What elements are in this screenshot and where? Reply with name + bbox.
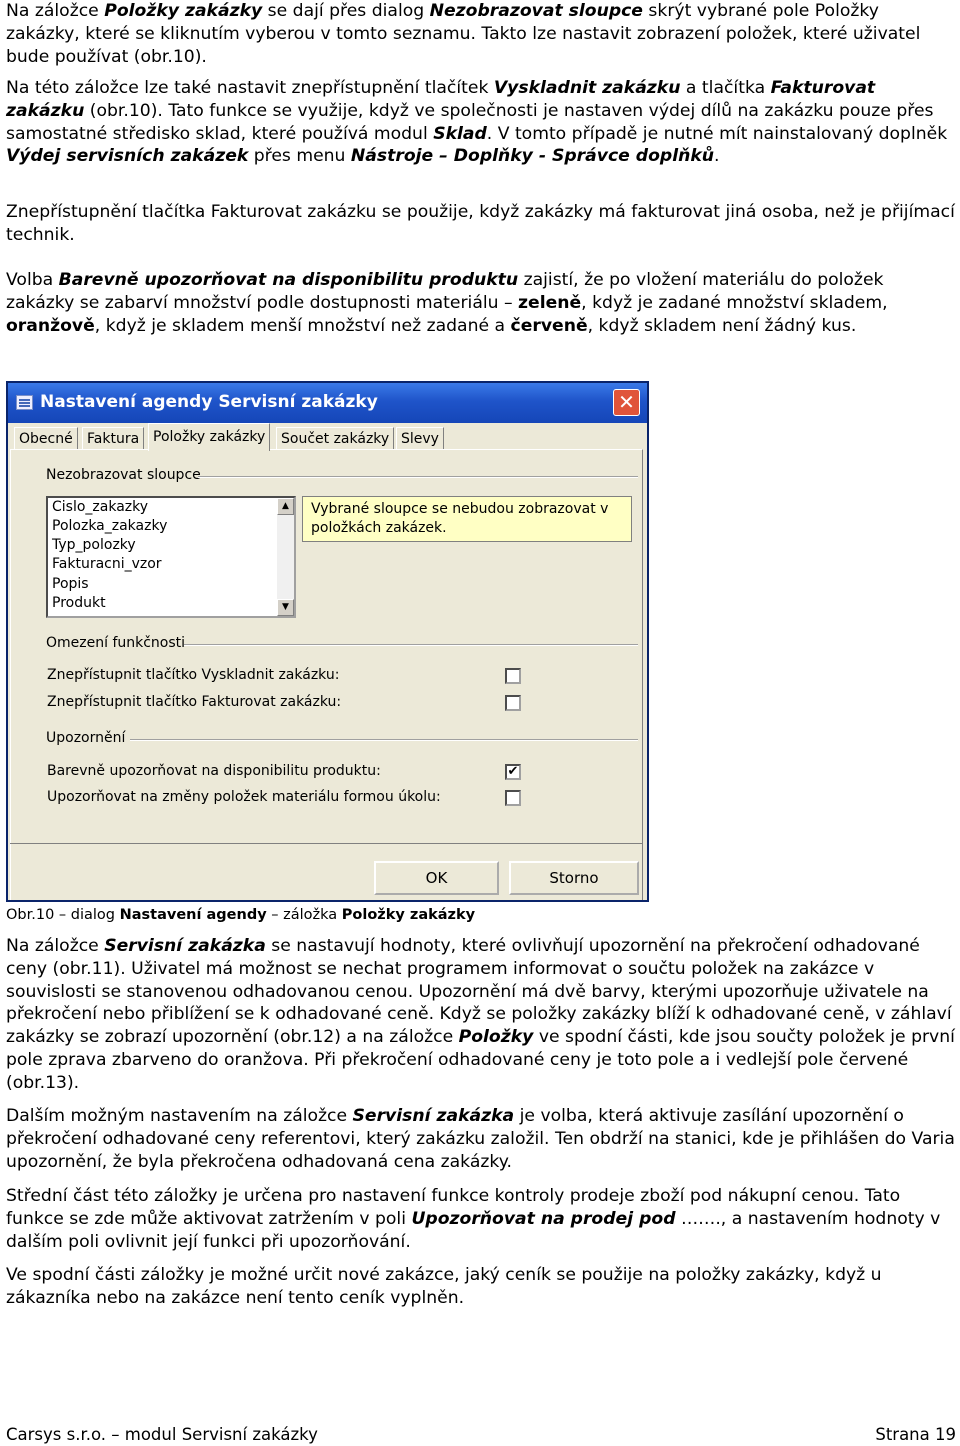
- emphasis-sklad: Sklad: [433, 123, 487, 144]
- cancel-button[interactable]: Storno: [509, 861, 639, 895]
- tab-obecne[interactable]: Obecné: [14, 427, 78, 449]
- app-icon: [16, 395, 33, 410]
- text-run: a tlačítka: [680, 78, 771, 98]
- text-run: se dají přes dialog: [262, 1, 430, 21]
- text-run: , když je zadané množství skladem,: [581, 292, 888, 313]
- list-item[interactable]: Fakturacni_vzor: [52, 556, 162, 572]
- text-run: zajistí, že po vložení materiálu do položek zakázky se zabarví množství podle dostupnosti materiálu –: [6, 270, 884, 313]
- checkbox-fakturovat[interactable]: [505, 695, 521, 711]
- list-item[interactable]: Cislo_zakazky: [52, 499, 149, 515]
- text-run: se nastavují hodnoty, které ovlivňují upozornění na překročení odhadované ceny (obr.11). Uživatel má možnost se nechat programem informovat o součtu položek na zakázce v souvislosti se stanovenou odhadovanou cenou. Upozornění má dvě barvy, kterými upozorňuje uživatele na překročení nebo přiblížení se k odhadované ceně. Když se položky zakázky blíží k odhadované ceně, v záhlaví zakázky se zobrazí upozornění (obr.12) a na záložce: [6, 936, 952, 1048]
- tab-soucet-zakazky[interactable]: Součet zakázky: [276, 427, 394, 449]
- dialog-titlebar: [8, 383, 647, 423]
- checkbox-vyskladnit[interactable]: [505, 668, 521, 684]
- divider: [198, 476, 638, 478]
- paragraph-cenik: Ve spodní části záložky je možné určit nové zakázce, jaký ceník se použije na položky zakázky, když u zákazníka nebo na zakázce není tento ceník vyplněn.: [6, 1265, 882, 1308]
- divider: [184, 644, 638, 646]
- list-item[interactable]: Produkt: [52, 595, 106, 611]
- group-omezeni-funkcnosti: Omezení funkčnosti: [46, 635, 186, 651]
- emphasis-servisni-zakazka: Servisní zakázka: [104, 936, 266, 956]
- close-icon[interactable]: ✕: [613, 389, 640, 416]
- ok-button[interactable]: OK: [374, 861, 499, 895]
- paragraph-fakturovat: Znepřístupnění tlačítka Fakturovat zakázku se použije, když zakázky má fakturovat jiná osoba, než je přijímací technik.: [6, 202, 955, 245]
- emphasis-zelene: zeleně: [518, 292, 582, 313]
- emphasis-polozky-zakazky: Položky zakázky: [104, 1, 263, 21]
- text-run: .: [713, 146, 720, 167]
- paragraph-zasilani-upozorneni: [6, 1105, 956, 1173]
- info-note: Vybrané sloupce se nebudou zobrazovat v položkách zakázek.: [302, 496, 632, 542]
- emphasis-nastroje: Nástroje – Doplňky - Správce doplňků: [350, 146, 714, 167]
- dialog-title: Nastavení agendy Servisní zakázky: [40, 392, 378, 412]
- emphasis-vyskladnit: Vyskladnit zakázku: [493, 78, 681, 98]
- text-run: Dalším možným nastavením na záložce: [6, 1106, 353, 1126]
- list-item[interactable]: Popis: [52, 576, 89, 592]
- emphasis-oranzove: oranžově: [6, 315, 95, 336]
- scrollbar[interactable]: [277, 498, 294, 616]
- text-run: přes menu: [248, 146, 351, 167]
- emphasis-polozky: Položky: [458, 1027, 534, 1048]
- caption-emphasis: Položky zakázky: [341, 907, 476, 923]
- label-vyskladnit: Znepřístupnit tlačítko Vyskladnit zakázku:: [47, 667, 340, 683]
- label-zmeny: Upozorňovat na změny položek materiálu formou úkolu:: [47, 789, 441, 805]
- emphasis-barevne: Barevně upozorňovat na disponibilitu produktu: [58, 270, 519, 290]
- text-run: , když skladem není žádný kus.: [587, 315, 857, 336]
- divider: [130, 739, 638, 741]
- text-run: Na této záložce lze také nastavit znepřístupnění tlačítek: [6, 78, 494, 98]
- paragraph-servisni-zakazka: [6, 935, 956, 1095]
- paragraph-polozky-zakazky: [6, 0, 956, 68]
- list-item[interactable]: Typ_polozky: [52, 537, 136, 553]
- text-run: skrýt vybrané pole Položky zakázky, které se kliknutím vyberou v tomto seznamu. Takto lze nastavit zobrazení položek, které uživatel bude používat (obr.10).: [6, 1, 921, 67]
- text-run: (obr.10). Tato funkce se využije, když ve společnosti je nastaven výdej dílů na zakázku pouze přes samostatné středisko sklad, které používá modul: [6, 100, 934, 144]
- text-run: ……., a nastavením hodnoty v dalším poli ovlivnit její funkci při upozorňování.: [6, 1208, 941, 1252]
- columns-listbox[interactable]: [46, 496, 296, 618]
- text-run: Na záložce: [6, 936, 105, 956]
- text-run: ve spodní části, kde jsou součty položek je první pole zprava zbarveno do oranžova. Při překročení odhadované ceny je toto pole a i vedlejší pole červené (obr.13).: [6, 1027, 955, 1093]
- label-barevne: Barevně upozorňovat na disponibilitu produktu:: [47, 763, 381, 779]
- text-run: , když je skladem menší množství než zadané a: [94, 315, 511, 336]
- emphasis-upozornovat-prodej: Upozorňovat na prodej pod: [411, 1208, 676, 1229]
- group-upozorneni: Upozornění: [46, 730, 126, 746]
- label-fakturovat: Znepřístupnit tlačítko Fakturovat zakázku:: [47, 694, 342, 710]
- text-run: Obr.10 – dialog: [6, 907, 120, 923]
- text-run: je volba, která aktivuje zasílání upozornění o překročení odhadované ceny referentovi, který zakázku založil. Ten obdrží na stanici, kde je přihlášen do Varia upozornění, že byla překročena odhadovaná cena zakázky.: [6, 1106, 955, 1172]
- text-run: . V tomto případě je nutné mít nainstalovaný doplněk: [486, 123, 948, 144]
- text-run: Volba: [6, 270, 59, 290]
- paragraph-znepristupneni: [6, 77, 956, 168]
- check-icon: ✔: [507, 764, 519, 779]
- tab-slevy[interactable]: Slevy: [396, 427, 444, 449]
- footer-company: Carsys s.r.o. – modul Servisní zakázky: [6, 1425, 318, 1444]
- caption-emphasis: Nastavení agendy: [119, 907, 267, 923]
- tab-faktura[interactable]: Faktura: [82, 427, 144, 449]
- group-nezobrazovat-sloupce: Nezobrazovat sloupce: [46, 467, 201, 483]
- figure-caption: [6, 906, 475, 924]
- list-item[interactable]: Polozka_zakazky: [52, 518, 168, 534]
- emphasis-fakturovat: Fakturovat zakázku: [6, 78, 876, 121]
- scroll-up-icon[interactable]: ▲: [277, 498, 294, 515]
- checkbox-zmeny[interactable]: [505, 790, 521, 806]
- scroll-down-icon[interactable]: ▼: [277, 599, 294, 616]
- settings-dialog: [6, 381, 649, 902]
- checkbox-barevne[interactable]: [505, 764, 521, 780]
- emphasis-nezobrazovat-sloupce: Nezobrazovat sloupce: [429, 1, 643, 21]
- paragraph-barevne: [6, 269, 956, 337]
- text-run: Na záložce: [6, 1, 105, 21]
- emphasis-vydej: Výdej servisních zakázek: [6, 146, 249, 167]
- emphasis-servisni-zakazka: Servisní zakázka: [352, 1106, 515, 1126]
- text-run: Střední část této záložky je určena pro nastavení funkce kontroly prodeje zboží pod nákupní cenou. Tato funkce se zde může aktivovat zatržením v poli: [6, 1186, 901, 1229]
- footer-page-number: Strana 19: [875, 1425, 956, 1444]
- text-run: – záložka: [266, 907, 342, 923]
- emphasis-cervene: červeně: [510, 315, 588, 336]
- tab-polozky-zakazky[interactable]: Položky zakázky: [148, 423, 270, 451]
- paragraph-prodej-pod: [6, 1185, 956, 1253]
